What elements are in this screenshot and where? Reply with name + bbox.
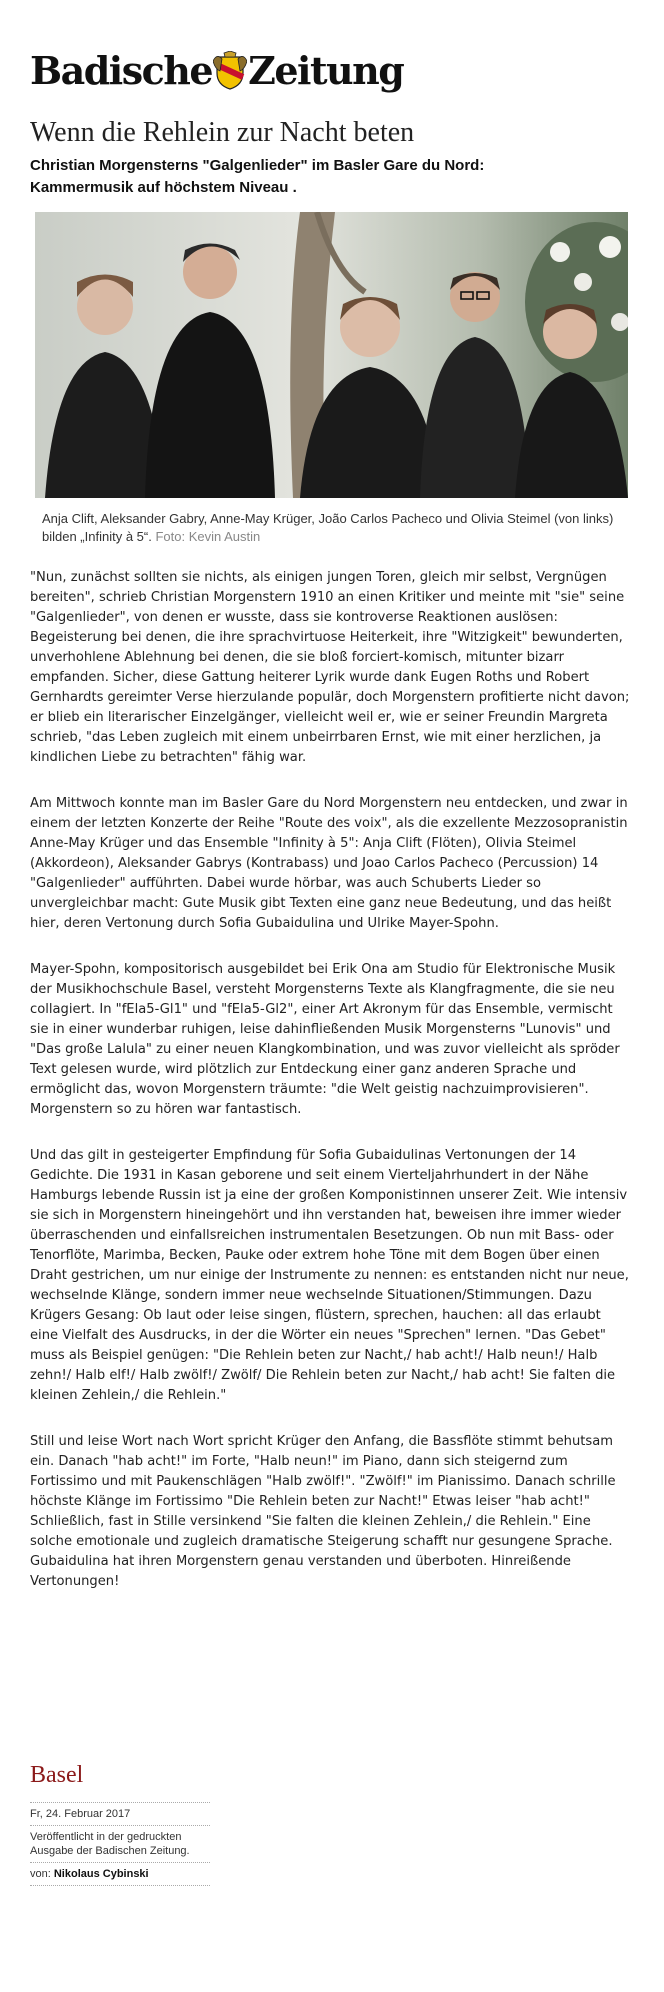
article-body xyxy=(30,568,630,1618)
article-photo[interactable] xyxy=(35,212,628,498)
article-title: Wenn die Rehlein zur Nacht beten xyxy=(30,117,415,148)
photo-credit: Foto: Kevin Austin xyxy=(155,529,261,544)
article-meta xyxy=(30,1802,210,1886)
masthead-right-word: Zeitung xyxy=(248,47,404,93)
ensemble-photo-illustration xyxy=(35,212,628,498)
print-note: Veröffentlicht in der gedruckten Ausgabe der Badischen Zeitung. xyxy=(30,1825,210,1862)
paragraph: "Nun, zunächst sollten sie nichts, als einigen jungen Toren, gleich mir selbst, Vergnügen bereiten", schrieb Christian Morgenstern 1910 an einen Kritiker und meinte mit "sie" seine "Galgenlieder", von denen er wusste, dass sie kontroverse Reaktionen auslösen: Begeisterung bei denen, die ihre sprachvirtuose Heiterkeit, ihre "Witzigkeit" bewunderten, unverhohlene Ablehnung bei denen, die sie bloß forciert-komisch, mitunter bizarr empfanden. Sicher, diese Gattung heiterer Lyrik wurde dank Eugen Roths und Robert Gernhardts gereimter Verse hierzulande populär, doch Morgenstern profitierte nicht davon; er blieb ein literarischer Einzelgänger, vielleicht weil er, wie er seiner Freundin Margreta schrieb, "das Leben zugleich mit einem unbeirrbaren Ernst, wie mit einer herzlichen, ja kindlichen Liebe zu betrachten" fähig war. xyxy=(30,570,630,765)
masthead-left-word: Badische xyxy=(30,47,213,93)
photo-caption xyxy=(42,510,622,546)
masthead-logo[interactable] xyxy=(30,40,404,94)
paragraph: Still und leise Wort nach Wort spricht Krüger den Anfang, die Bassflöte stimmt behutsam ein. Danach "hab acht!" im Forte, "Halb neun!" im Piano, dann sich steigernd zum Fortissimo und mit Paukenschlägen "Halb zwölf!". "Zwölf!" im Pianissimo. Danach schrille höchste Klänge im Fortissimo "Die Rehlein beten zur Nacht!" Etwas leiser "hab acht!" Schließlich, fast in Stille versinkend "Sie falten die kleinen Zehlein,/ die Rehlein." Eine solche emotionale und zugleich dramatische Steigerung schafft nur gesungene Sprache. Gubaidulina hat ihren Morgenstern genau verstanden und überboten. Hinreißende Vertonungen! xyxy=(30,1434,616,1589)
publish-date: Fr, 24. Februar 2017 xyxy=(30,1802,210,1825)
section-label[interactable]: Basel xyxy=(30,1762,84,1788)
author-prefix: von: xyxy=(30,1868,51,1880)
caption-text: Anja Clift, Aleksander Gabry, Anne-May Krüger, João Carlos Pacheco und Olivia Steimel (von links) bilden „Infinity à 5“. xyxy=(42,511,614,544)
paragraph: Mayer-Spohn, kompositorisch ausgebildet bei Erik Ona am Studio für Elektronische Musik der Musikhochschule Basel, versteht Morgensterns Texte als Klangfragmente, die sie neu collagiert. In "fEla5-Gl1" und "fEla5-Gl2", einer Art Akronym für das Ensemble, vermischt sie in einer wunderbar ruhigen, leise dahinfließenden Musik Morgensterns "Lunovis" und "Das große Lalula" zu einer neuen Klangkombination, und was zuvor vielleicht als spröder Text gelesen wurde, wird plötzlich zur Entdeckung einer ganz anderen Sprache und ermöglicht das, wovon Morgenstern träumte: "die Welt geistig nachzuimprovisieren". Morgenstern so zu hören war fantastisch. xyxy=(30,962,620,1117)
author-line xyxy=(30,1862,210,1886)
coat-of-arms-icon xyxy=(213,51,247,91)
paragraph: Am Mittwoch konnte man im Basler Gare du Nord Morgenstern neu entdecken, und zwar in einem der letzten Konzerte der Reihe "Route des voix", als die exzellente Mezzosopranistin Anne-May Krüger und das Ensemble "Infinity à 5": Anja Clift (Flöten), Olivia Steimel (Akkordeon), Aleksander Gabrys (Kontrabass) und Joao Carlos Pacheco (Percussion) 14 "Galgenlieder" aufführten. Dabei wurde hörbar, was auch Schuberts Lieder so unvergleichbar macht: Gute Musik gibt Texten eine ganz neue Bedeutung, und das heißt hier, deren Vertonung durch Sofia Gubaidulina und Ulrike Mayer-Spohn. xyxy=(30,796,628,931)
author-name[interactable]: Nikolaus Cybinski xyxy=(53,1868,149,1880)
paragraph: Und das gilt in gesteigerter Empfindung für Sofia Gubaidulinas Vertonungen der 14 Gedichte. Die 1931 in Kasan geborene und seit einem Vierteljahrhundert in der Nähe Hamburgs lebende Russin ist ja eine der großen Komponistinnen unserer Zeit. Wie intensiv sie sich in Morgenstern hineingehört und ihn verstanden hat, beweisen ihre immer wieder überraschenden und einfallsreichen instrumentalen Besetzungen. Ob nun mit Bass- oder Tenorflöte, Marimba, Becken, Pauke oder extrem hohe Töne mit dem Bogen über einen Draht gestrichen, um nur einige der Instrumente zu nennen: es entstanden nicht nur neue, wechselnde Klänge, sondern immer neue wechselnde Situationen/Stimmungen. Dazu Krügers Gesang: Ob laut oder leise singen, flüstern, sprechen, hauchen: all das erlaubt eine Vielfalt des Ausdrucks, in der die Wörter ein neues "Sprechen" lernen. "Das Gebet" muss als Beispiel genügen: "Die Rehlein beten zur Nacht,/ hab acht!/ Halb neun!/ Halb zehn!/ Halb elf!/ Halb zwölf!/ Zwölf/ Die Rehlein beten zur Nacht,/ hab acht! Sie falten die kleinen Zehlein,/ die Rehlein." xyxy=(30,1148,629,1403)
article-subtitle: Christian Morgensterns "Galgenlieder" im Basler Gare du Nord: Kammermusik auf höchstem Niveau . xyxy=(30,157,485,196)
